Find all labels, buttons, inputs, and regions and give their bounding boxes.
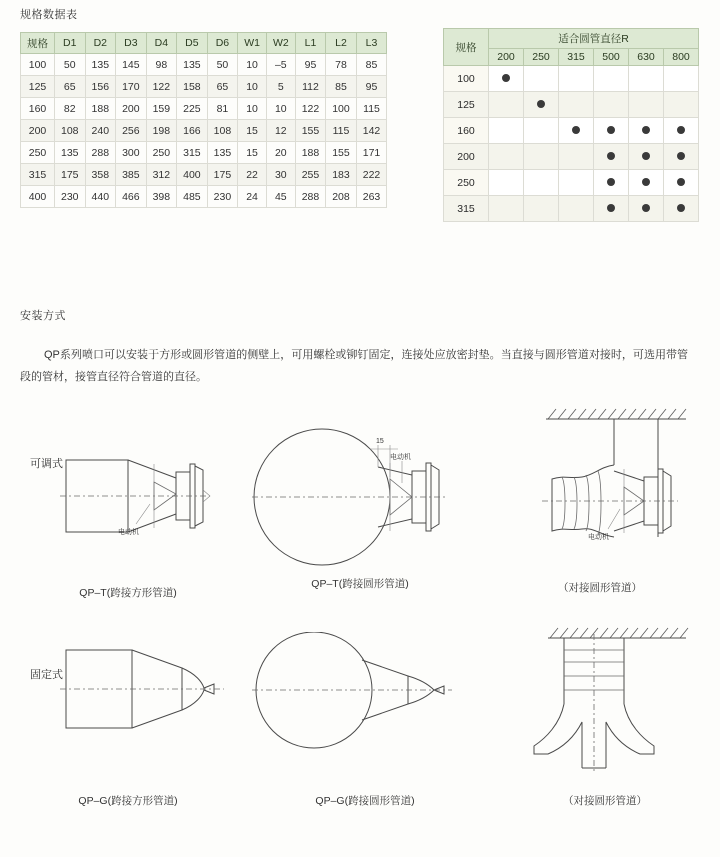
diameter-col-header: 630 (629, 49, 664, 66)
spec-cell: 122 (295, 98, 326, 120)
spec-cell: 10 (266, 98, 295, 120)
spec-cell: 10 (238, 98, 267, 120)
spec-header-cell: L3 (356, 33, 387, 54)
install-paragraph: QP系列喷口可以安装于方形或圆形管道的侧壁上，可用螺栓或铆钉固定，连接处应放密封垫。当直接与圆形管道对接时，可选用带管段的管材，接管直径符合管道的直径。 (20, 349, 688, 383)
spec-cell: 65 (55, 76, 86, 98)
spec-cell: 250 (21, 142, 55, 164)
spec-cell: 183 (326, 164, 357, 186)
diameter-mark-cell (489, 170, 524, 196)
spec-cell: 135 (55, 142, 86, 164)
spec-cell: 15 (238, 120, 267, 142)
diameter-mark-cell (559, 92, 594, 118)
diameter-mark-cell (629, 144, 664, 170)
spec-cell: 198 (146, 120, 177, 142)
spec-cell: 125 (21, 76, 55, 98)
caption-qpt-round: QP–T(跨接圆形管道) (311, 578, 409, 590)
diameter-table (443, 28, 699, 222)
spec-cell: 358 (85, 164, 116, 186)
mark-dot-icon (607, 152, 615, 160)
spec-cell: 230 (207, 186, 238, 208)
diameter-mark-cell (559, 196, 594, 222)
diameter-mark-cell (524, 170, 559, 196)
drawing-qpt-round (250, 415, 470, 575)
diameter-mark-cell (489, 144, 524, 170)
diameter-group-header: 适合圆管直径R (489, 29, 699, 49)
diameter-mark-cell (524, 118, 559, 144)
spec-cell: 240 (85, 120, 116, 142)
table-row (21, 142, 387, 164)
diameter-row-label: 200 (444, 144, 489, 170)
diameter-mark-cell (664, 92, 699, 118)
spec-cell: 108 (207, 120, 238, 142)
spec-header-cell: D5 (177, 33, 208, 54)
spec-cell: 188 (85, 98, 116, 120)
spec-cell: 20 (266, 142, 295, 164)
spec-cell: 400 (177, 164, 208, 186)
mark-dot-icon (677, 126, 685, 134)
diameter-mark-cell (594, 92, 629, 118)
mark-dot-icon (677, 178, 685, 186)
spec-cell: 98 (146, 54, 177, 76)
diameter-mark-cell (559, 170, 594, 196)
diameter-mark-cell (594, 66, 629, 92)
spec-cell: 45 (266, 186, 295, 208)
spec-cell: –5 (266, 54, 295, 76)
spec-cell: 188 (295, 142, 326, 164)
row-label-fixed: 固定式 (30, 669, 63, 681)
spec-cell: 175 (207, 164, 238, 186)
spec-cell: 315 (21, 164, 55, 186)
spec-cell: 485 (177, 186, 208, 208)
spec-cell: 95 (295, 54, 326, 76)
diameter-mark-cell (524, 196, 559, 222)
diameter-col-header: 250 (524, 49, 559, 66)
spec-cell: 115 (356, 98, 387, 120)
diameter-mark-cell (489, 66, 524, 92)
table-row (21, 98, 387, 120)
diameter-mark-cell (629, 92, 664, 118)
spec-cell: 170 (116, 76, 147, 98)
spec-cell: 440 (85, 186, 116, 208)
mark-dot-icon (572, 126, 580, 134)
diameter-table-section (443, 28, 699, 222)
diameter-mark-cell (559, 144, 594, 170)
spec-cell: 135 (207, 142, 238, 164)
spec-table-section (20, 6, 387, 208)
spec-cell: 466 (116, 186, 147, 208)
spec-cell: 208 (326, 186, 357, 208)
drawing-qpg-square (58, 640, 248, 760)
diameter-mark-cell (559, 118, 594, 144)
spec-header-cell: 规格 (21, 33, 55, 54)
diameter-mark-cell (664, 118, 699, 144)
diameter-mark-cell (664, 196, 699, 222)
diameter-mark-cell (594, 196, 629, 222)
spec-cell: 158 (177, 76, 208, 98)
diameter-col-header: 315 (559, 49, 594, 66)
mark-dot-icon (642, 178, 650, 186)
spec-cell: 81 (207, 98, 238, 120)
spec-cell: 12 (266, 120, 295, 142)
table-row (21, 120, 387, 142)
mark-dot-icon (607, 204, 615, 212)
diameter-mark-cell (629, 66, 664, 92)
spec-cell: 155 (326, 142, 357, 164)
spec-header-cell: D2 (85, 33, 116, 54)
spec-cell: 263 (356, 186, 387, 208)
spec-header-cell: D1 (55, 33, 86, 54)
spec-cell: 22 (238, 164, 267, 186)
diameter-mark-cell (559, 66, 594, 92)
spec-cell: 85 (356, 54, 387, 76)
caption-qpt-square: QP–T(跨接方形管道) (79, 587, 177, 599)
spec-cell: 50 (55, 54, 86, 76)
spec-cell: 315 (177, 142, 208, 164)
diameter-mark-cell (664, 170, 699, 196)
spec-cell: 225 (177, 98, 208, 120)
table-row (444, 66, 699, 92)
spec-cell: 112 (295, 76, 326, 98)
drawing-direct-round-fixed (500, 620, 690, 785)
spec-section-title: 规格数据表 (20, 9, 78, 21)
spec-header-cell: D4 (146, 33, 177, 54)
table-row (444, 196, 699, 222)
spec-cell: 256 (116, 120, 147, 142)
spec-cell: 85 (326, 76, 357, 98)
spec-cell: 145 (116, 54, 147, 76)
spec-cell: 135 (85, 54, 116, 76)
dim-15-annotation: 15 (376, 438, 384, 445)
spec-cell: 159 (146, 98, 177, 120)
diameter-row-label: 250 (444, 170, 489, 196)
spec-cell: 135 (177, 54, 208, 76)
mark-dot-icon (677, 204, 685, 212)
spec-table (20, 32, 387, 208)
diameter-corner-header: 规格 (444, 29, 489, 66)
spec-cell: 312 (146, 164, 177, 186)
spec-cell: 250 (146, 142, 177, 164)
diameter-mark-cell (594, 170, 629, 196)
table-row (21, 54, 387, 76)
caption-direct-round-fixed: （对接圆形管道） (563, 795, 647, 807)
diameter-mark-cell (524, 92, 559, 118)
spec-cell: 122 (146, 76, 177, 98)
spec-cell: 400 (21, 186, 55, 208)
diameter-mark-cell (664, 144, 699, 170)
mark-dot-icon (607, 178, 615, 186)
spec-cell: 171 (356, 142, 387, 164)
spec-cell: 24 (238, 186, 267, 208)
mark-dot-icon (537, 100, 545, 108)
spec-cell: 30 (266, 164, 295, 186)
spec-cell: 95 (356, 76, 387, 98)
spec-cell: 10 (238, 54, 267, 76)
mark-dot-icon (642, 152, 650, 160)
motor-annotation: 电动机 (118, 529, 139, 536)
install-section-title: 安装方式 (20, 310, 66, 322)
caption-direct-round-adjustable: （对接圆形管道） (558, 582, 642, 594)
spec-cell: 175 (55, 164, 86, 186)
spec-cell: 155 (295, 120, 326, 142)
drawing-qpg-round (250, 632, 470, 762)
spec-cell: 398 (146, 186, 177, 208)
spec-cell: 5 (266, 76, 295, 98)
spec-cell: 200 (21, 120, 55, 142)
table-row (444, 170, 699, 196)
spec-cell: 385 (116, 164, 147, 186)
spec-cell: 78 (326, 54, 357, 76)
diameter-col-header: 200 (489, 49, 524, 66)
spec-cell: 142 (356, 120, 387, 142)
spec-cell: 156 (85, 76, 116, 98)
caption-qpg-square: QP–G(跨接方形管道) (78, 795, 178, 807)
diameter-col-header: 500 (594, 49, 629, 66)
diameter-row-label: 100 (444, 66, 489, 92)
diameter-row-label: 125 (444, 92, 489, 118)
spec-cell: 222 (356, 164, 387, 186)
spec-cell: 100 (21, 54, 55, 76)
mark-dot-icon (677, 152, 685, 160)
table-row (21, 76, 387, 98)
spec-cell: 10 (238, 76, 267, 98)
diameter-row-label: 160 (444, 118, 489, 144)
spec-header-cell: W2 (266, 33, 295, 54)
spec-cell: 108 (55, 120, 86, 142)
diameter-mark-cell (629, 196, 664, 222)
spec-table-header-row (21, 33, 387, 54)
mark-dot-icon (502, 74, 510, 82)
diameter-mark-cell (594, 144, 629, 170)
motor-annotation: 电动机 (390, 454, 411, 461)
drawing-direct-round-adjustable (490, 405, 690, 580)
caption-qpg-round: QP–G(跨接圆形管道) (315, 795, 415, 807)
diameter-mark-cell (524, 66, 559, 92)
table-row (444, 144, 699, 170)
mark-dot-icon (607, 126, 615, 134)
spec-cell: 255 (295, 164, 326, 186)
diameter-mark-cell (489, 196, 524, 222)
diameter-mark-cell (629, 118, 664, 144)
diameter-mark-cell (489, 118, 524, 144)
diameter-mark-cell (489, 92, 524, 118)
spec-header-cell: D3 (116, 33, 147, 54)
spec-header-cell: D6 (207, 33, 238, 54)
spec-header-cell: W1 (238, 33, 267, 54)
spec-cell: 50 (207, 54, 238, 76)
spec-cell: 166 (177, 120, 208, 142)
spec-cell: 82 (55, 98, 86, 120)
diameter-mark-cell (629, 170, 664, 196)
drawing-qpt-square (58, 420, 238, 570)
mark-dot-icon (642, 204, 650, 212)
spec-cell: 65 (207, 76, 238, 98)
diameter-mark-cell (524, 144, 559, 170)
row-label-adjustable: 可调式 (30, 458, 63, 470)
spec-cell: 100 (326, 98, 357, 120)
spec-header-cell: L1 (295, 33, 326, 54)
spec-cell: 230 (55, 186, 86, 208)
diameter-row-label: 315 (444, 196, 489, 222)
spec-cell: 15 (238, 142, 267, 164)
table-row (444, 118, 699, 144)
spec-cell: 115 (326, 120, 357, 142)
diameter-mark-cell (664, 66, 699, 92)
mark-dot-icon (642, 126, 650, 134)
diameter-group-header-row (444, 29, 699, 49)
table-row (21, 164, 387, 186)
spec-cell: 288 (295, 186, 326, 208)
diameter-mark-cell (594, 118, 629, 144)
spec-cell: 200 (116, 98, 147, 120)
spec-header-cell: L2 (326, 33, 357, 54)
motor-annotation: 电动机 (588, 534, 609, 541)
table-row (444, 92, 699, 118)
spec-cell: 300 (116, 142, 147, 164)
spec-cell: 160 (21, 98, 55, 120)
spec-cell: 288 (85, 142, 116, 164)
diameter-col-header: 800 (664, 49, 699, 66)
table-row (21, 186, 387, 208)
